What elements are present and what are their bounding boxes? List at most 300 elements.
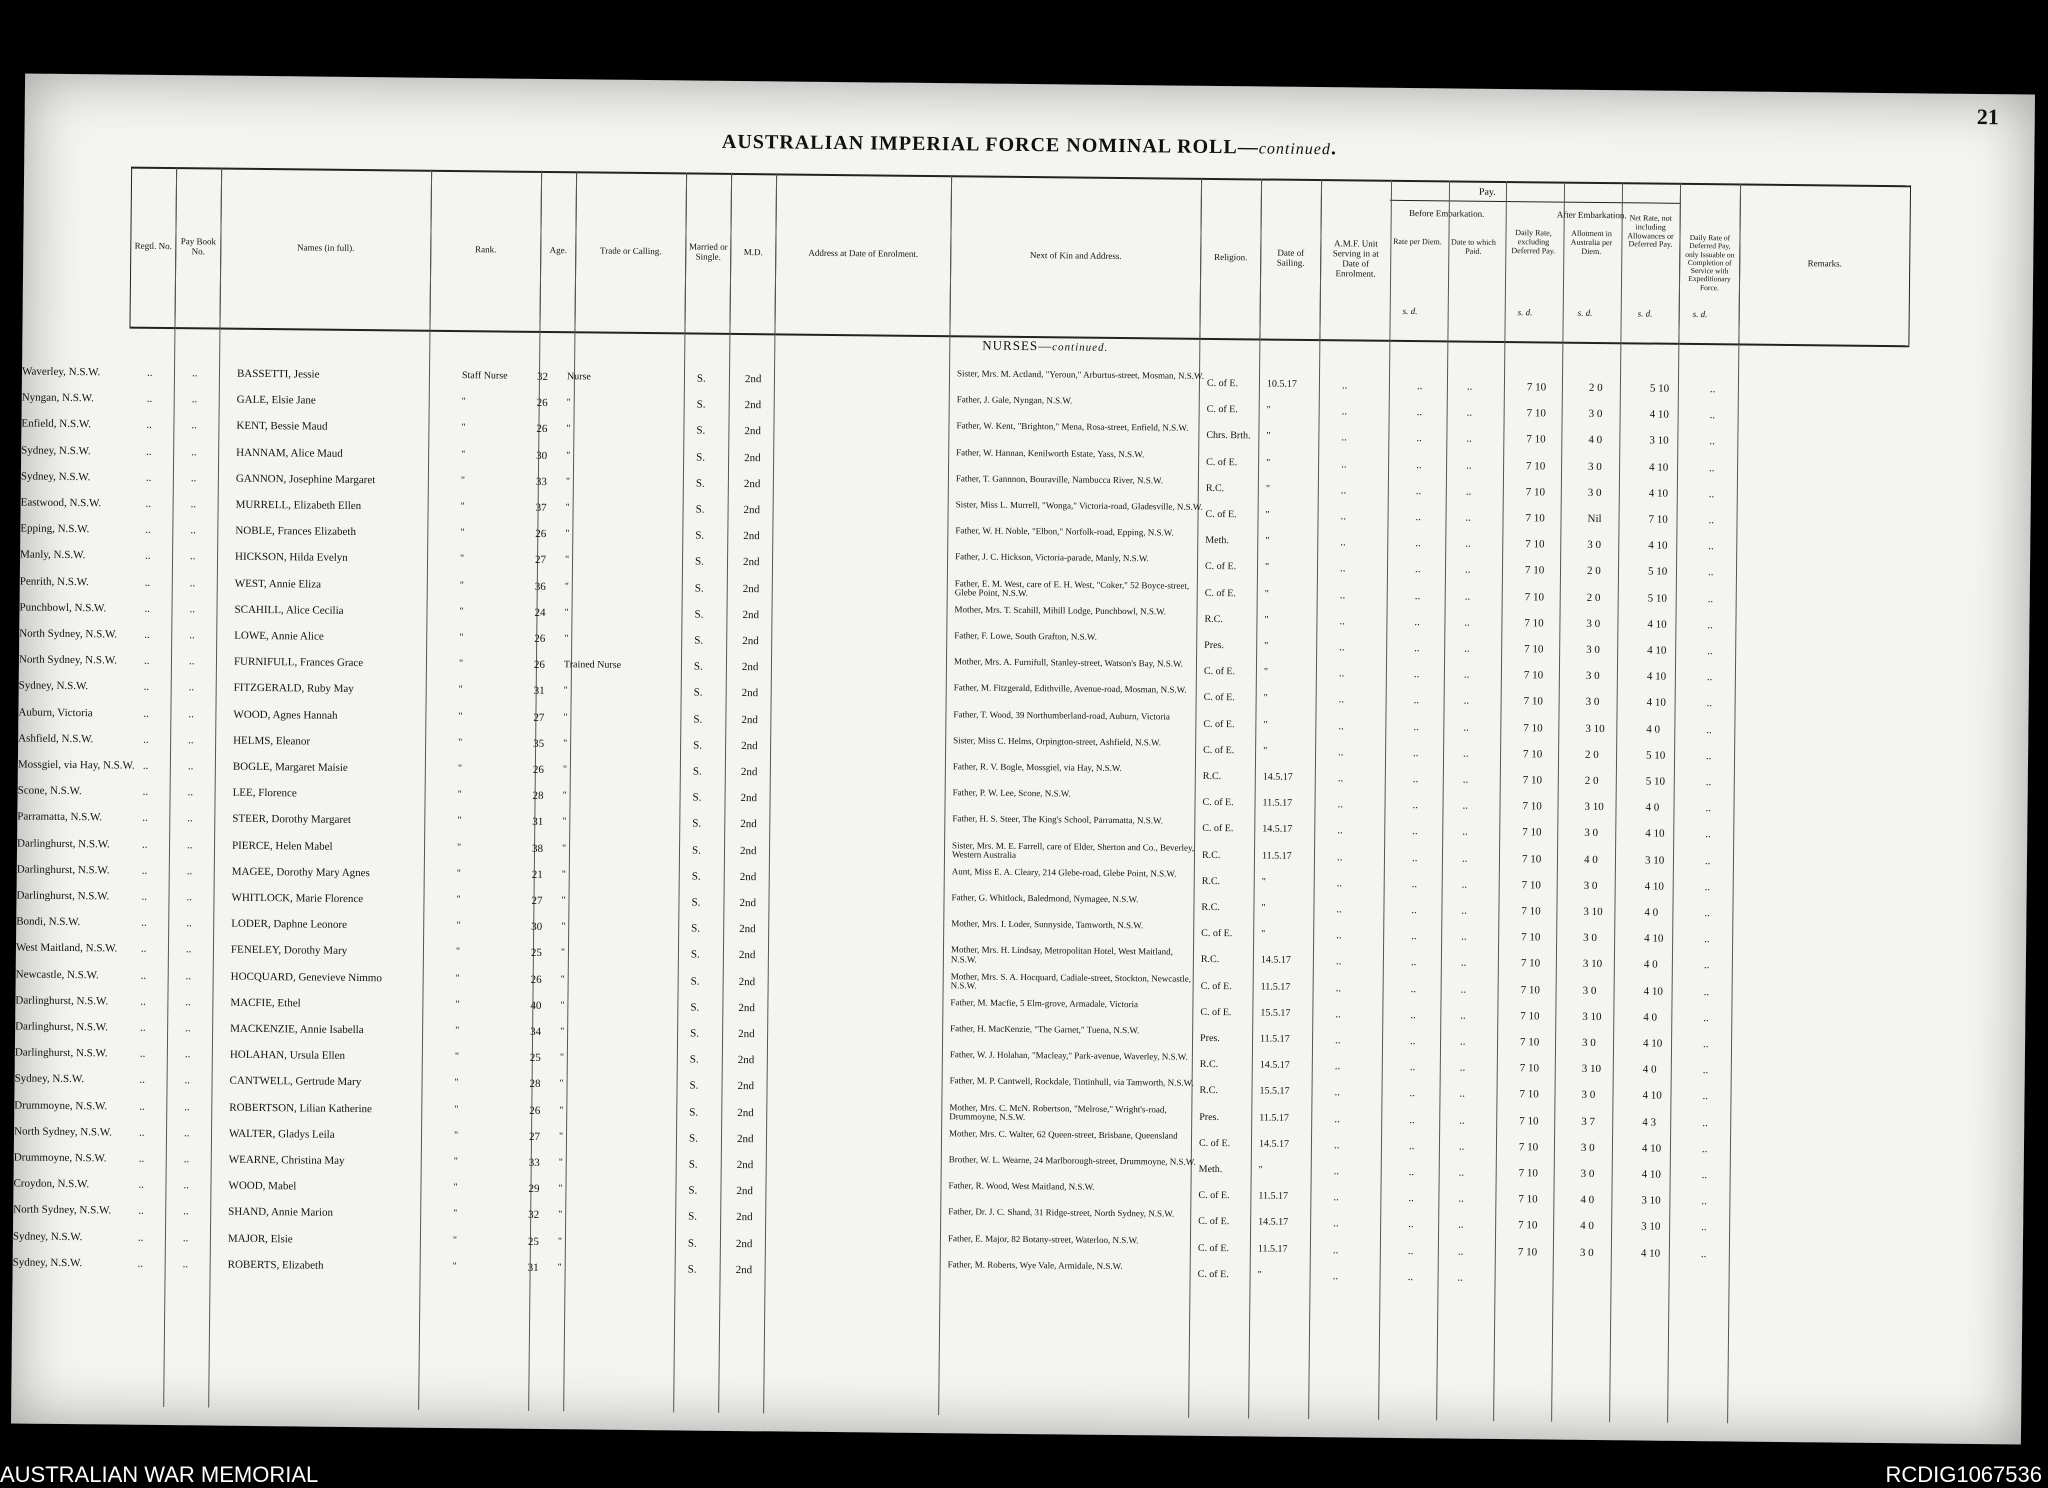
cell-trade: " [559, 1104, 564, 1116]
cell-md: 2nd [736, 1211, 753, 1224]
header-date-sailing: Date of Sailing. [1259, 178, 1321, 339]
cell-net: 4 10 [1644, 932, 1664, 945]
cell-rank: " [458, 710, 463, 722]
cell-r2: .. [1463, 721, 1469, 734]
cell-rel: C. of E. [1197, 1242, 1230, 1254]
cell-name: LODER, Daphne Leonore [231, 917, 348, 932]
cell-reg: .. [137, 1257, 144, 1270]
cell-md: 2nd [741, 713, 758, 726]
cell-daily: 7 10 [1520, 983, 1540, 997]
cell-name: PIERCE, Helen Mabel [231, 839, 333, 853]
cell-allot: 3 10 [1583, 905, 1603, 919]
cell-address: Mossgiel, via Hay, N.S.W. [17, 758, 135, 772]
cell-age: 30 [531, 921, 543, 934]
cell-r2: .. [1464, 564, 1471, 577]
cell-unit: .. [1339, 615, 1346, 628]
cell-age: 26 [535, 528, 547, 541]
cell-rel: C. of E. [1202, 823, 1234, 835]
cell-date: 11.5.17 [1262, 797, 1293, 810]
cell-age: 31 [533, 685, 545, 698]
cell-address: Sydney, N.S.W. [14, 1072, 85, 1086]
header-next-of-kin: Next of Kin and Address. [949, 175, 1201, 338]
cell-age: 26 [529, 1104, 541, 1117]
cell-rank: " [456, 894, 461, 906]
cell-trade: " [560, 973, 565, 985]
cell-md: 2nd [742, 582, 760, 595]
cell-md: 2nd [743, 477, 761, 491]
cell-date: 14.5.17 [1258, 1138, 1290, 1150]
cell-trade: " [559, 1078, 564, 1090]
cell-age: 25 [529, 1052, 541, 1065]
cell-def: .. [1703, 1011, 1709, 1024]
cell-r1: .. [1416, 380, 1423, 393]
cell-md: 2nd [742, 635, 759, 648]
cell-date: " [1264, 561, 1270, 573]
cell-trade: " [566, 397, 571, 409]
cell-allot: 3 0 [1579, 1246, 1594, 1259]
cell-rank: " [456, 867, 461, 879]
cell-ms: S. [691, 870, 701, 883]
cell-allot: 3 10 [1584, 801, 1604, 814]
cell-daily: 7 10 [1525, 538, 1545, 551]
cell-md: 2nd [742, 608, 760, 622]
cell-trade: " [562, 764, 568, 776]
cell-name: FITZGERALD, Ruby May [233, 682, 354, 696]
cell-r1: .. [1410, 1008, 1416, 1021]
cell-rank: " [452, 1260, 457, 1272]
cell-name: HOCQUARD, Genevieve Nimmo [230, 970, 382, 984]
cell-date: " [1263, 666, 1269, 678]
cell-kin: Mother, Mrs. S. A. Hocquard, Cadiale-street, Stockton, Newcastle, N.S.W. [950, 970, 1192, 991]
cell-ms: S. [693, 713, 703, 726]
cell-rank: " [456, 841, 462, 853]
cell-pb: .. [191, 393, 198, 406]
cell-reg: .. [143, 733, 149, 746]
cell-net: 3 10 [1641, 1194, 1661, 1207]
cell-rank: " [458, 658, 464, 670]
cell-r2: .. [1463, 695, 1470, 708]
cell-rank: " [458, 736, 463, 748]
cell-pb: .. [190, 550, 196, 563]
cell-allot: 3 0 [1586, 617, 1601, 630]
cell-age: 26 [534, 632, 546, 645]
cell-pb: .. [186, 838, 193, 851]
cell-reg: .. [143, 654, 150, 668]
header-deferred: Daily Rate of Deferred Pay, only Issuable on Completion of Service with Expeditionary Force. [1678, 183, 1740, 344]
cell-name: ROBERTS, Elizabeth [227, 1258, 324, 1272]
footer [0, 1460, 2048, 1488]
cell-rank: " [456, 920, 461, 932]
cell-rel: C. of E. [1200, 1006, 1232, 1018]
cell-trade: " [565, 502, 570, 514]
cell-daily: 7 10 [1518, 1167, 1539, 1180]
cell-name: WOOD, Agnes Hannah [233, 708, 338, 722]
header-net-rate: Net Rate, not including Allowances or Deferred Pay. [1627, 213, 1674, 250]
header-remarks: Remarks. [1738, 183, 1911, 345]
cell-pb: .. [187, 786, 194, 799]
cell-net: 4 3 [1642, 1116, 1657, 1129]
cell-rank: " [461, 396, 466, 408]
cell-rank: " [452, 1234, 458, 1246]
cell-address: Parramatta, N.S.W. [17, 810, 103, 824]
cell-rank: " [458, 684, 463, 696]
cell-trade: " [563, 737, 568, 750]
cell-r1: .. [1411, 904, 1418, 917]
cell-pb: .. [185, 1022, 191, 1035]
cell-r2: .. [1464, 590, 1471, 603]
unit-sd: s. d. [1637, 308, 1653, 319]
cell-name: MACKENZIE, Annie Isabella [230, 1022, 364, 1037]
cell-allot: 3 0 [1588, 408, 1603, 421]
cell-md: 2nd [739, 897, 757, 910]
cell-rank: " [454, 1103, 459, 1115]
cell-def: .. [1702, 1038, 1709, 1051]
cell-address: Epping, N.S.W. [20, 522, 90, 536]
cell-pb: .. [191, 419, 198, 432]
cell-rank: " [454, 1077, 459, 1089]
cell-reg: .. [140, 1021, 146, 1034]
cell-address: Darlinghurst, N.S.W. [16, 889, 110, 903]
cell-name: WEST, Annie Eliza [234, 577, 322, 591]
cell-net: 3 10 [1649, 434, 1669, 448]
cell-trade: " [565, 528, 570, 540]
cell-r1: .. [1414, 563, 1421, 576]
cell-trade: " [558, 1209, 563, 1221]
cell-trade: " [559, 1052, 564, 1064]
cell-ms: S. [691, 844, 701, 857]
cell-allot: 4 0 [1580, 1194, 1595, 1207]
cell-pb: .. [187, 760, 194, 773]
cell-pb: .. [185, 996, 191, 1009]
cell-reg: .. [137, 1231, 144, 1244]
cell-reg: .. [145, 523, 151, 537]
cell-rel: C. of E. [1206, 456, 1238, 468]
cell-age: 26 [536, 423, 548, 436]
cell-date: " [1263, 719, 1268, 731]
header-rate-per-diem: Rate per Diem. [1393, 236, 1442, 247]
cell-name: WHITLOCK, Marie Florence [231, 891, 364, 906]
cell-rel: C. of E. [1198, 1137, 1231, 1149]
cell-ms: S. [691, 922, 701, 935]
cell-def: .. [1704, 854, 1711, 867]
cell-date: " [1261, 902, 1266, 914]
cell-rel: Chrs. Brth. [1206, 430, 1251, 442]
cell-net: 4 0 [1645, 801, 1660, 814]
cell-unit: .. [1333, 1165, 1340, 1178]
cell-trade: " [558, 1157, 563, 1169]
cell-allot: 2 0 [1586, 591, 1601, 604]
cell-reg: .. [146, 366, 153, 379]
cell-r2: .. [1459, 1114, 1465, 1127]
cell-rank: " [461, 448, 466, 460]
cell-daily: 7 10 [1517, 1245, 1538, 1259]
cell-net: 4 0 [1643, 1011, 1658, 1024]
cell-ms: S. [692, 817, 702, 831]
cell-r2: .. [1464, 642, 1470, 655]
cell-date: " [1263, 692, 1268, 704]
cell-daily: 7 10 [1523, 748, 1543, 761]
cell-kin: Father, H. MacKenzie, "The Garnet," Tuena, N.S.W. [950, 1023, 1140, 1036]
cell-trade: " [560, 947, 566, 959]
cell-daily: 7 10 [1520, 1010, 1540, 1023]
cell-r2: .. [1458, 1166, 1465, 1179]
cell-r1: .. [1411, 930, 1417, 943]
cell-address: Sydney, N.S.W. [21, 444, 91, 457]
header-amf-unit: A.M.F. Unit Serving in at Date of Enrolment. [1319, 179, 1391, 340]
cell-trade: " [565, 554, 570, 566]
cell-age: 28 [529, 1078, 541, 1091]
cell-rank: " [460, 527, 465, 539]
cell-allot: 3 0 [1585, 696, 1600, 709]
cell-def: .. [1707, 566, 1714, 579]
cell-address: Scone, N.S.W. [17, 784, 82, 798]
cell-md: 2nd [739, 923, 756, 936]
cell-r1: .. [1416, 432, 1422, 445]
cell-unit: .. [1335, 981, 1342, 994]
cell-daily: 7 10 [1521, 879, 1542, 892]
cell-r2: .. [1458, 1218, 1464, 1232]
cell-def: .. [1706, 723, 1712, 736]
cell-name: MAGEE, Dorothy Mary Agnes [231, 865, 370, 879]
cell-daily: 7 10 [1526, 407, 1546, 420]
cell-rank: " [453, 1129, 459, 1141]
cell-reg: .. [138, 1152, 145, 1165]
cell-reg: .. [138, 1126, 145, 1139]
title-continued: continued [1258, 140, 1331, 159]
cell-pb: .. [184, 1048, 191, 1061]
cell-unit: .. [1338, 746, 1344, 759]
cell-net: 4 0 [1644, 906, 1659, 919]
cell-net: 4 10 [1647, 618, 1667, 631]
cell-md: 2nd [739, 844, 757, 857]
cell-address: Darlinghurst, N.S.W. [17, 837, 110, 851]
cell-r2: .. [1458, 1192, 1464, 1205]
cell-date: 14.5.17 [1262, 823, 1293, 836]
cell-rank: " [460, 501, 465, 513]
cell-kin: Father, R. Wood, West Maitland, N.S.W. [948, 1180, 1095, 1192]
cell-trade: " [560, 999, 565, 1012]
cell-ms: S. [687, 1237, 697, 1250]
cell-net: 5 10 [1649, 382, 1670, 395]
cell-daily: 7 10 [1521, 931, 1541, 944]
cell-ms: S. [693, 686, 703, 700]
cell-r1: .. [1408, 1166, 1415, 1179]
cell-r2: .. [1465, 537, 1471, 550]
cell-def: .. [1706, 697, 1713, 710]
cell-address: Enfield, N.S.W. [21, 417, 92, 431]
cell-age: 28 [532, 790, 544, 803]
cell-net: 4 10 [1646, 696, 1666, 710]
cell-r1: .. [1411, 877, 1418, 890]
cell-r1: .. [1409, 1087, 1416, 1100]
cell-kin: Father, J. Gale, Nyngan, N.S.W. [956, 394, 1073, 406]
cell-pb: .. [189, 629, 195, 642]
cell-def: .. [1706, 749, 1712, 763]
cell-reg: .. [139, 1047, 146, 1061]
cell-r2: .. [1462, 773, 1469, 786]
cell-r1: .. [1411, 851, 1418, 864]
cell-unit: .. [1340, 484, 1347, 497]
cell-daily: 7 10 [1518, 1219, 1538, 1232]
cell-pb: .. [184, 1100, 190, 1113]
cell-reg: .. [145, 550, 151, 563]
cell-name: WALTER, Gladys Leila [228, 1127, 335, 1141]
cell-trade: " [561, 921, 566, 933]
cell-date: " [1263, 745, 1268, 757]
cell-name: ROBERTSON, Lilian Katherine [229, 1101, 372, 1115]
cell-net: 7 10 [1648, 513, 1668, 526]
cell-unit: .. [1333, 1139, 1340, 1152]
cell-reg: .. [144, 576, 151, 589]
footer-credit: AUSTRALIAN WAR MEMORIAL [0, 1462, 319, 1487]
cell-rel: Pres. [1199, 1111, 1220, 1123]
cell-def: .. [1705, 802, 1712, 815]
header-trade: Trade or Calling. [574, 171, 686, 332]
cell-rank: " [454, 1051, 460, 1063]
cell-reg: .. [140, 995, 146, 1008]
cell-pb: .. [186, 891, 193, 904]
cell-def: .. [1704, 880, 1711, 893]
cell-unit: .. [1339, 562, 1346, 575]
cell-kin: Father, Dr. J. C. Shand, 31 Ridge-street, North Sydney, N.S.W. [948, 1206, 1175, 1219]
header-before-embarkation: Before Embarkation. [1408, 208, 1485, 219]
cell-allot: 3 0 [1580, 1167, 1595, 1181]
cell-r2: .. [1461, 852, 1468, 865]
cell-net: 4 10 [1649, 461, 1669, 474]
cell-md: 2nd [736, 1159, 754, 1172]
cell-pb: .. [186, 917, 192, 930]
cell-ms: S. [690, 1027, 700, 1040]
cell-r2: .. [1459, 1087, 1466, 1101]
cell-kin: Father, M. Fitzgerald, Edithville, Avenue-road, Mosman, N.S.W. [953, 682, 1187, 696]
cell-address: Nyngan, N.S.W. [21, 391, 94, 405]
cell-daily: 7 10 [1518, 1193, 1538, 1206]
cell-trade: " [564, 580, 569, 592]
cell-rel: C. of E. [1198, 1190, 1230, 1202]
header-names: Names (in full). [219, 168, 431, 330]
cell-name: LEE, Florence [232, 786, 297, 800]
cell-unit: .. [1332, 1243, 1339, 1256]
cell-pb: .. [188, 681, 195, 694]
header-regtl-no: Regtl. No. [129, 167, 176, 327]
cell-rel: C. of E. [1202, 797, 1234, 809]
cell-pb: .. [186, 865, 193, 878]
cell-date: 11.5.17 [1259, 1112, 1289, 1124]
cell-net: 4 10 [1641, 1168, 1661, 1181]
cell-rank: Staff Nurse [461, 370, 508, 382]
cell-ms: S. [696, 398, 706, 411]
cell-r2: .. [1463, 668, 1470, 681]
page-number: 21 [1976, 103, 1999, 130]
cell-reg: .. [144, 602, 151, 615]
cell-name: SHAND, Annie Marion [228, 1206, 334, 1220]
cell-reg: .. [140, 943, 147, 956]
cell-trade: " [558, 1130, 564, 1143]
cell-allot: 3 10 [1585, 722, 1605, 735]
cell-kin: Sister, Miss C. Helms, Orpington-street, Ashfield, N.S.W. [953, 735, 1162, 748]
cell-r1: .. [1407, 1244, 1414, 1257]
cell-unit: .. [1338, 693, 1345, 706]
header-married: Married or Single. [684, 172, 731, 332]
cell-date: 14.5.17 [1258, 1216, 1289, 1229]
pay-group-rule [1390, 200, 1680, 204]
cell-r2: .. [1464, 616, 1471, 629]
cell-unit: .. [1336, 903, 1343, 916]
cell-allot: 3 10 [1582, 1010, 1602, 1023]
cell-kin: Father, E. M. West, care of E. H. West, "Coker," 52 Boyce-street, Glebe Point, N.S.W. [954, 577, 1190, 599]
cell-rel: C. of E. [1206, 404, 1238, 416]
cell-md: 2nd [736, 1132, 754, 1145]
cell-unit: .. [1340, 536, 1346, 549]
header-address: Address at Date of Enrolment. [774, 173, 951, 335]
cell-def: .. [1701, 1195, 1707, 1208]
cell-reg: .. [141, 838, 148, 851]
cell-allot: 3 0 [1588, 460, 1602, 473]
cell-address: Bondi, N.S.W. [16, 915, 81, 929]
cell-kin: Father, T. Gannnon, Bouraville, Nambucca River, N.S.W. [955, 473, 1164, 486]
cell-net: 4 10 [1640, 1247, 1661, 1260]
cell-ms: S. [696, 424, 706, 438]
cell-address: Penrith, N.S.W. [19, 575, 89, 588]
cell-ms: S. [689, 1079, 699, 1093]
cell-def: .. [1701, 1221, 1707, 1234]
cell-net: 4 10 [1645, 827, 1665, 841]
cell-daily: 7 10 [1524, 590, 1545, 604]
cell-r1: .. [1414, 589, 1421, 602]
cell-date: " [1261, 876, 1266, 888]
cell-unit: .. [1340, 510, 1347, 523]
cell-allot: 3 0 [1582, 984, 1597, 997]
cell-name: HOLAHAN, Ursula Ellen [229, 1048, 346, 1063]
cell-ms: S. [688, 1184, 698, 1197]
cell-pb: .. [183, 1205, 189, 1218]
cell-trade: " [557, 1261, 562, 1273]
cell-kin: Father, F. Lowe, South Grafton, N.S.W. [954, 630, 1097, 642]
cell-address: Darlinghurst, N.S.W. [16, 863, 110, 877]
cell-address: Drummoyne, N.S.W. [14, 1099, 108, 1113]
cell-date: 11.5.17 [1260, 981, 1291, 993]
cell-def: .. [1702, 1090, 1709, 1103]
cell-r1: .. [1414, 615, 1421, 628]
cell-daily: 7 10 [1519, 1088, 1539, 1101]
cell-reg: .. [146, 419, 153, 432]
cell-r1: .. [1413, 694, 1420, 707]
cell-pb: .. [183, 1127, 190, 1140]
cell-unit: .. [1338, 719, 1344, 732]
cell-r1: .. [1416, 458, 1422, 471]
cell-daily: 7 10 [1524, 643, 1544, 656]
cell-rank: " [460, 553, 465, 565]
cell-rel: C. of E. [1198, 1216, 1230, 1228]
cell-age: 38 [531, 842, 544, 855]
cell-net: 4 10 [1641, 1142, 1662, 1155]
cell-md: 2nd [740, 818, 757, 831]
cell-address: Sydney, N.S.W. [18, 679, 89, 693]
cell-rel: C. of E. [1203, 718, 1235, 730]
cell-trade: " [561, 868, 566, 881]
cell-trade: " [566, 423, 571, 435]
cell-pb: .. [182, 1231, 189, 1244]
cell-r1: .. [1413, 668, 1420, 681]
cell-allot: 2 0 [1584, 774, 1599, 788]
cell-name: LOWE, Annie Alice [234, 629, 324, 643]
cell-address: North Sydney, N.S.W. [13, 1125, 112, 1139]
cell-md: 2nd [737, 1106, 754, 1119]
cell-pb: .. [189, 603, 196, 616]
cell-r2: .. [1458, 1140, 1465, 1153]
cell-kin: Father, G. Whitlock, Baledmond, Nymagee, N.S.W. [951, 892, 1139, 905]
cell-allot: 3 0 [1587, 486, 1602, 499]
